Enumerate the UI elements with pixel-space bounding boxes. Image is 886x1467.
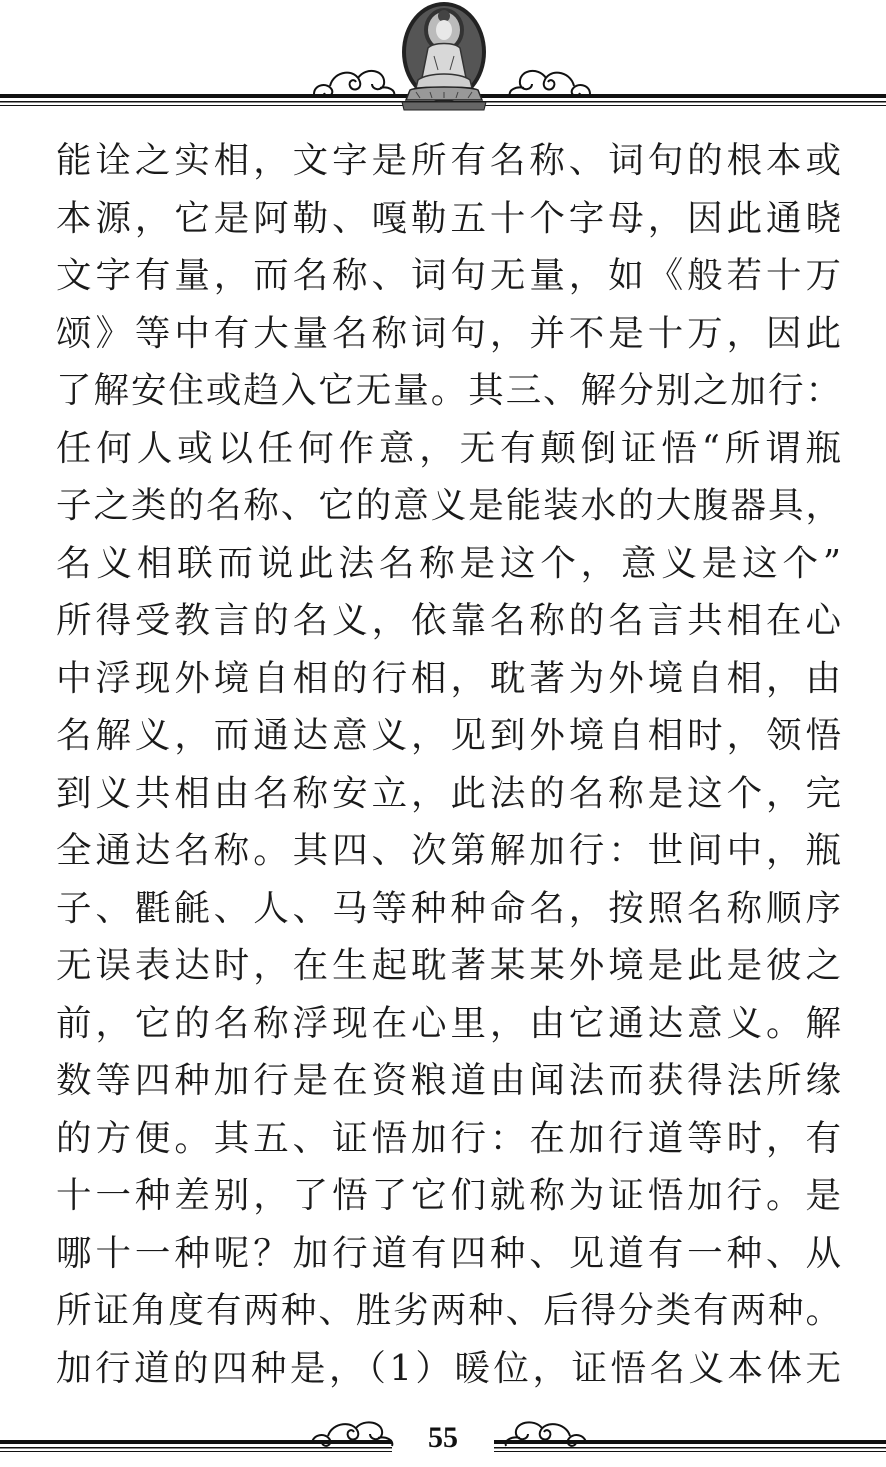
text-line: 了解安住或趋入它无量。其三、解分别之加行：: [56, 370, 842, 411]
text-line: 十一种差别，了悟了它们就称为证悟加行。是: [56, 1175, 842, 1216]
text-line: 的方便。其五、证悟加行：在加行道等时，有: [56, 1117, 842, 1159]
text-line: 文字有量，而名称、词句无量，如《般若十万: [56, 255, 842, 296]
cloud-scroll-icon: [506, 64, 594, 100]
text-line: 子之类的名称、它的意义是能装水的大腹器具，: [56, 485, 842, 526]
text-line: 颂》等中有大量名称词句，并不是十万，因此: [56, 312, 842, 354]
page-number: 55: [428, 1421, 458, 1454]
text-line: 名解义，而通达意义，见到外境自相时，领悟: [56, 715, 842, 756]
cloud-scroll-icon: [308, 1418, 394, 1450]
buddha-figure-icon: [398, 0, 490, 112]
text-line: 本源，它是阿勒、嘎勒五十个字母，因此通晓: [56, 197, 842, 239]
body-text: [56, 132, 842, 1397]
text-line: 所得受教言的名义，依靠名称的名言共相在心: [56, 600, 842, 641]
cloud-scroll-icon: [310, 64, 398, 100]
text-line: 加行道的四种是，（1）暖位，证悟名义本体无: [56, 1347, 842, 1389]
text-line: 所证角度有两种、胜劣两种、后得分类有两种。: [56, 1290, 842, 1331]
text-line: 名义相联而说此法名称是这个，意义是这个”: [56, 542, 842, 584]
text-line: 子、氍毹、人、马等种种命名，按照名称顺序: [56, 887, 842, 929]
text-line: 哪十一种呢？加行道有四种、见道有一种、从: [56, 1232, 842, 1274]
text-line: 到义共相由名称安立，此法的名称是这个，完: [56, 772, 842, 814]
text-line: 能诠之实相，文字是所有名称、词句的根本或: [56, 140, 842, 181]
text-line: 全通达名称。其四、次第解加行：世间中，瓶: [56, 830, 842, 871]
page-header: [0, 0, 886, 125]
text-line: 任何人或以任何作意，无有颠倒证悟“所谓瓶: [56, 427, 842, 469]
text-line: 数等四种加行是在资粮道由闻法而获得法所缘: [56, 1060, 842, 1101]
cloud-scroll-icon: [504, 1418, 590, 1450]
text-line: 前，它的名称浮现在心里，由它通达意义。解: [56, 1002, 842, 1044]
text-line: 中浮现外境自相的行相，耽著为外境自相，由: [56, 657, 842, 699]
text-line: 无误表达时，在生起耽著某某外境是此是彼之: [56, 945, 842, 986]
